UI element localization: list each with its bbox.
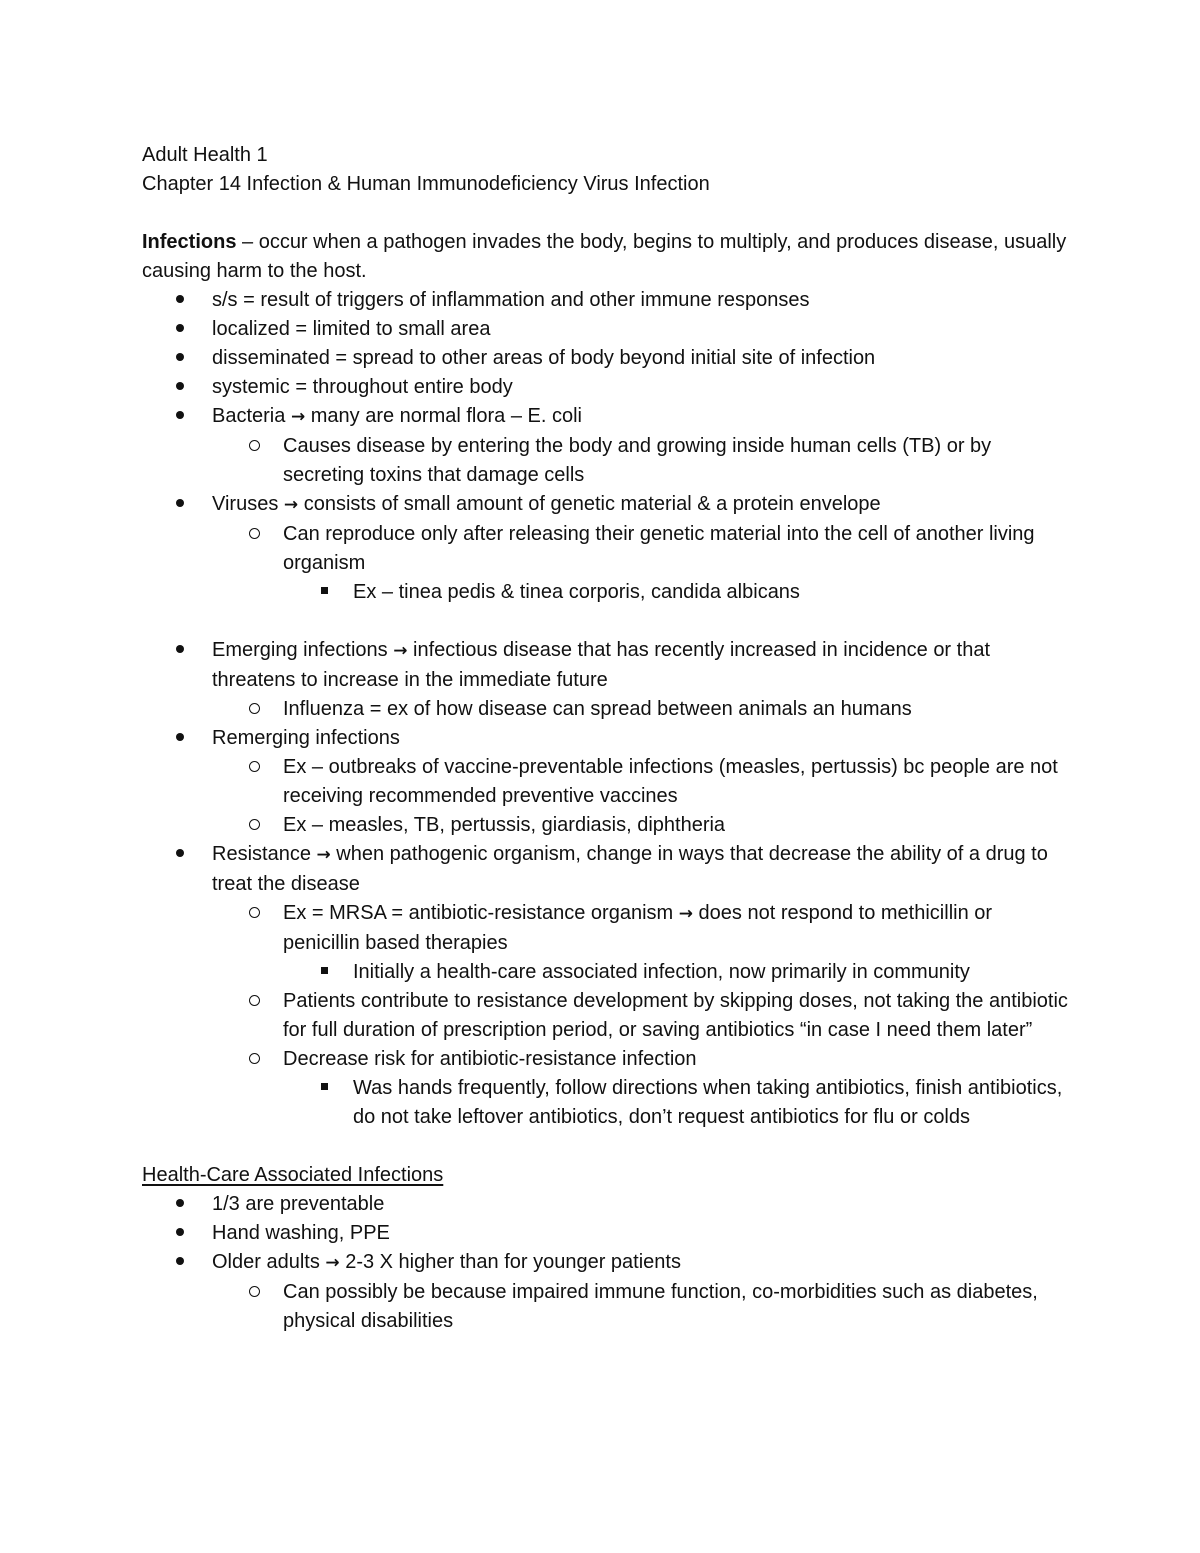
square-bullet-icon — [314, 1074, 334, 1103]
arrow-right-icon: → — [325, 1253, 340, 1273]
list-item: Decrease risk for antibiotic-resistance infection — [142, 1045, 1072, 1074]
list-item: Can possibly be because impaired immune function, co-morbidities such as diabetes, physical disabilities — [142, 1278, 1072, 1336]
list-item: Can reproduce only after releasing their genetic material into the cell of another living organism — [142, 520, 1072, 578]
list-item-older-adults: Older adults → 2-3 X higher than for younger patients — [142, 1248, 1072, 1278]
list-item-resistance: Resistance → when pathogenic organism, change in ways that decrease the ability of a drug to treat the disease — [142, 840, 1072, 899]
bullet-icon — [170, 315, 190, 344]
bullet-icon — [170, 636, 190, 665]
arrow-right-icon: → — [316, 845, 331, 865]
document-body — [142, 141, 1072, 1336]
bullet-icon — [170, 724, 190, 753]
circle-bullet-icon — [244, 987, 264, 1016]
infections-definition-text: – occur when a pathogen invades the body, begins to multiply, and produces disease, usually causing harm to the host. — [142, 231, 1067, 282]
blank-line — [142, 607, 1072, 636]
bullet-icon — [170, 286, 190, 315]
infections-term: Infections — [142, 231, 237, 253]
bullet-icon — [170, 344, 190, 373]
list-item: Ex = MRSA = antibiotic-resistance organism → does not respond to methicillin or penicillin based therapies — [142, 899, 1072, 958]
arrow-right-icon: → — [290, 407, 306, 427]
circle-bullet-icon — [244, 520, 264, 549]
course-title: Adult Health 1 — [142, 144, 268, 166]
hcai-list — [142, 1190, 1072, 1336]
list-item-emerging: Emerging infections → infectious disease that has recently increased in incidence or that threatens to increase in the immediate future — [142, 636, 1072, 695]
infections-list-continued — [142, 636, 1072, 1132]
list-item: Ex – outbreaks of vaccine-preventable infections (measles, pertussis) bc people are not receiving recommended preventive vaccines — [142, 753, 1072, 811]
bullet-icon — [170, 1248, 190, 1277]
chapter-title: Chapter 14 Infection & Human Immunodeficiency Virus Infection — [142, 173, 710, 195]
list-item: Ex – measles, TB, pertussis, giardiasis, diphtheria — [142, 811, 1072, 840]
arrow-right-icon: → — [678, 904, 693, 924]
square-bullet-icon — [314, 958, 334, 987]
blank-line — [142, 1132, 1072, 1161]
square-bullet-icon — [314, 578, 334, 607]
arrow-right-icon: → — [283, 495, 299, 515]
list-item: disseminated = spread to other areas of body beyond initial site of infection — [142, 344, 1072, 373]
circle-bullet-icon — [244, 899, 264, 928]
bullet-icon — [170, 402, 190, 431]
list-item: Hand washing, PPE — [142, 1219, 1072, 1248]
list-item: localized = limited to small area — [142, 315, 1072, 344]
list-item: Causes disease by entering the body and growing inside human cells (TB) or by secreting toxins that damage cells — [142, 432, 1072, 490]
list-item: Influenza = ex of how disease can spread between animals an humans — [142, 695, 1072, 724]
list-item: systemic = throughout entire body — [142, 373, 1072, 402]
circle-bullet-icon — [244, 1278, 264, 1307]
bullet-icon — [170, 490, 190, 519]
list-item: Ex – tinea pedis & tinea corporis, candida albicans — [142, 578, 1072, 607]
infections-list — [142, 286, 1072, 607]
bullet-icon — [170, 373, 190, 402]
list-item: Was hands frequently, follow directions when taking antibiotics, finish antibiotics, do not take leftover antibiotics, don’t request antibiotics for flu or colds — [142, 1074, 1072, 1132]
list-item: 1/3 are preventable — [142, 1190, 1072, 1219]
bullet-icon — [170, 1219, 190, 1248]
circle-bullet-icon — [244, 1045, 264, 1074]
list-item-viruses: Viruses → consists of small amount of genetic material & a protein envelope — [142, 490, 1072, 520]
list-item-bacteria: Bacteria → many are normal flora – E. coli — [142, 402, 1072, 432]
circle-bullet-icon — [244, 432, 264, 461]
circle-bullet-icon — [244, 811, 264, 840]
circle-bullet-icon — [244, 695, 264, 724]
infections-definition — [142, 228, 1072, 286]
bullet-icon — [170, 1190, 190, 1219]
list-item: Initially a health-care associated infection, now primarily in community — [142, 958, 1072, 987]
arrow-right-icon: → — [393, 641, 408, 661]
blank-line — [142, 199, 1072, 228]
hcai-heading: Health-Care Associated Infections — [142, 1164, 444, 1186]
circle-bullet-icon — [244, 753, 264, 782]
list-item-remerging: Remerging infections — [142, 724, 1072, 753]
list-item: Patients contribute to resistance development by skipping doses, not taking the antibiotic for full duration of prescription period, or saving antibiotics “in case I need them later” — [142, 987, 1072, 1045]
list-item: s/s = result of triggers of inflammation and other immune responses — [142, 286, 1072, 315]
bullet-icon — [170, 840, 190, 869]
